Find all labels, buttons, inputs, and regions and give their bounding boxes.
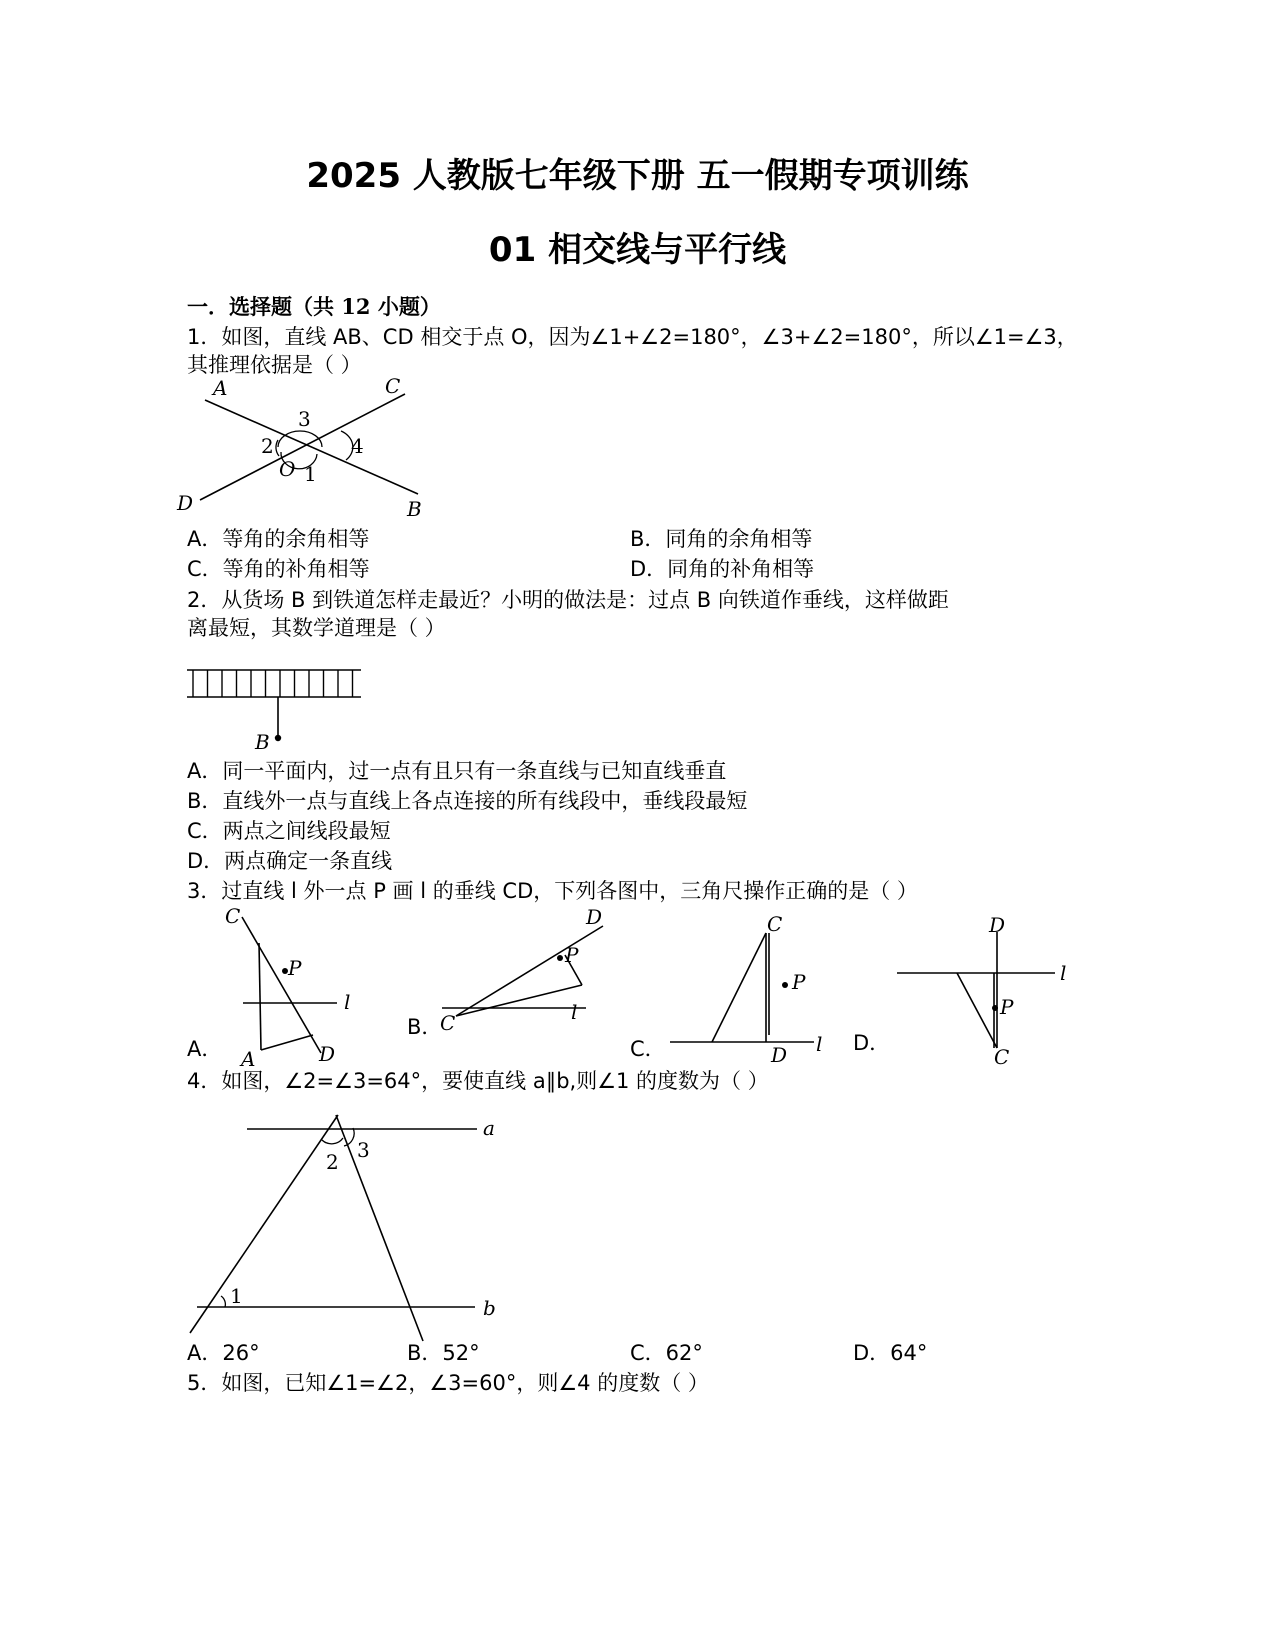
q3-figure-c <box>670 905 830 1067</box>
q2-label-b: B <box>255 730 270 754</box>
q4-option-d: D．64° <box>853 1341 928 1365</box>
q3a-label-p: P <box>288 956 302 980</box>
q1-label-c: C <box>385 374 401 398</box>
q4-label-2: 2 <box>326 1150 339 1174</box>
q3-option-a: A． <box>187 1037 223 1061</box>
q5-stem-line1: 5．如图，已知∠1=∠2，∠3=60°，则∠4 的度数（ ） <box>187 1371 709 1395</box>
q3d-label-d: D <box>989 913 1006 937</box>
q4-stem-line1: 4．如图，∠2=∠3=64°，要使直线 a∥b,则∠1 的度数为（ ） <box>187 1069 769 1093</box>
q3-option-b: B． <box>407 1015 443 1039</box>
q4-label-a: a <box>483 1116 495 1140</box>
q1-label-a: A <box>213 376 228 400</box>
q3c-label-c: C <box>767 912 783 936</box>
document-subtitle: 01 相交线与平行线 <box>488 230 787 270</box>
q3c-label-p: P <box>792 970 806 994</box>
q2-railway-figure <box>185 667 365 754</box>
q3-option-d: D． <box>853 1031 891 1055</box>
q4-option-c: C．62° <box>630 1341 703 1365</box>
q4-figure <box>185 1115 505 1345</box>
q1-label-b: B <box>407 497 422 521</box>
q1-option-a: A．等角的余角相等 <box>187 527 370 551</box>
q1-stem-line2: 其推理依据是（ ） <box>187 353 362 377</box>
q3-figure-a <box>225 904 365 1071</box>
q3c-label-l: l <box>816 1032 823 1056</box>
q3d-label-l: l <box>1060 961 1067 985</box>
q1-label-2: 2 <box>261 434 274 458</box>
q4-option-a: A．26° <box>187 1341 260 1365</box>
q3a-label-a: A <box>241 1047 256 1071</box>
q1-label-o: O <box>279 457 296 481</box>
q3b-label-p: P <box>565 943 579 967</box>
q3a-label-c: C <box>225 904 241 928</box>
q3a-label-l: l <box>344 990 351 1014</box>
q3c-label-d: D <box>771 1043 788 1067</box>
q3b-label-l: l <box>571 1000 578 1024</box>
q4-label-1: 1 <box>230 1284 243 1308</box>
q2-option-d: D．两点确定一条直线 <box>187 849 393 873</box>
q3d-label-p: P <box>1000 995 1014 1019</box>
q4-option-b: B．52° <box>407 1341 480 1365</box>
q3-figure-d <box>895 913 1075 1069</box>
q1-option-b: B．同角的余角相等 <box>630 527 813 551</box>
q1-label-1: 1 <box>304 462 317 486</box>
q3d-label-c: C <box>994 1045 1010 1069</box>
q3a-label-d: D <box>319 1042 336 1066</box>
q1-option-c: C．等角的补角相等 <box>187 557 370 581</box>
q2-option-c: C．两点之间线段最短 <box>187 819 391 843</box>
q1-label-4: 4 <box>351 434 364 458</box>
q2-option-b: B．直线外一点与直线上各点连接的所有线段中，垂线段最短 <box>187 789 748 813</box>
q3b-label-c: C <box>440 1011 456 1035</box>
q1-label-d: D <box>177 491 194 515</box>
q2-stem-line2: 离最短，其数学道理是（ ） <box>187 616 446 640</box>
document-title: 2025 人教版七年级下册 五一假期专项训练 <box>306 156 969 196</box>
q2-stem-line1: 2．从货场 B 到铁道怎样走最近？小明的做法是：过点 B 向铁道作垂线，这样做距 <box>187 588 949 612</box>
q2-option-a: A．同一平面内，过一点有且只有一条直线与已知直线垂直 <box>187 759 727 783</box>
q3-figure-b <box>440 905 620 1043</box>
q4-label-3: 3 <box>357 1138 370 1162</box>
q1-stem-line1: 1．如图，直线 AB、CD 相交于点 O，因为∠1+∠2=180°，∠3+∠2=180°，所以∠1=∠3， <box>187 325 1078 349</box>
section-heading: 一．选择题（共 12 小题） <box>187 294 441 319</box>
q3-option-c: C． <box>630 1037 666 1061</box>
q3-stem-line1: 3．过直线 l 外一点 P 画 l 的垂线 CD，下列各图中，三角尺操作正确的是（ ） <box>187 879 918 903</box>
q1-option-d: D．同角的补角相等 <box>630 557 815 581</box>
q3b-label-d: D <box>586 905 603 929</box>
q1-label-3: 3 <box>298 407 311 431</box>
q4-label-b: b <box>483 1296 496 1320</box>
q1-figure <box>175 374 435 521</box>
